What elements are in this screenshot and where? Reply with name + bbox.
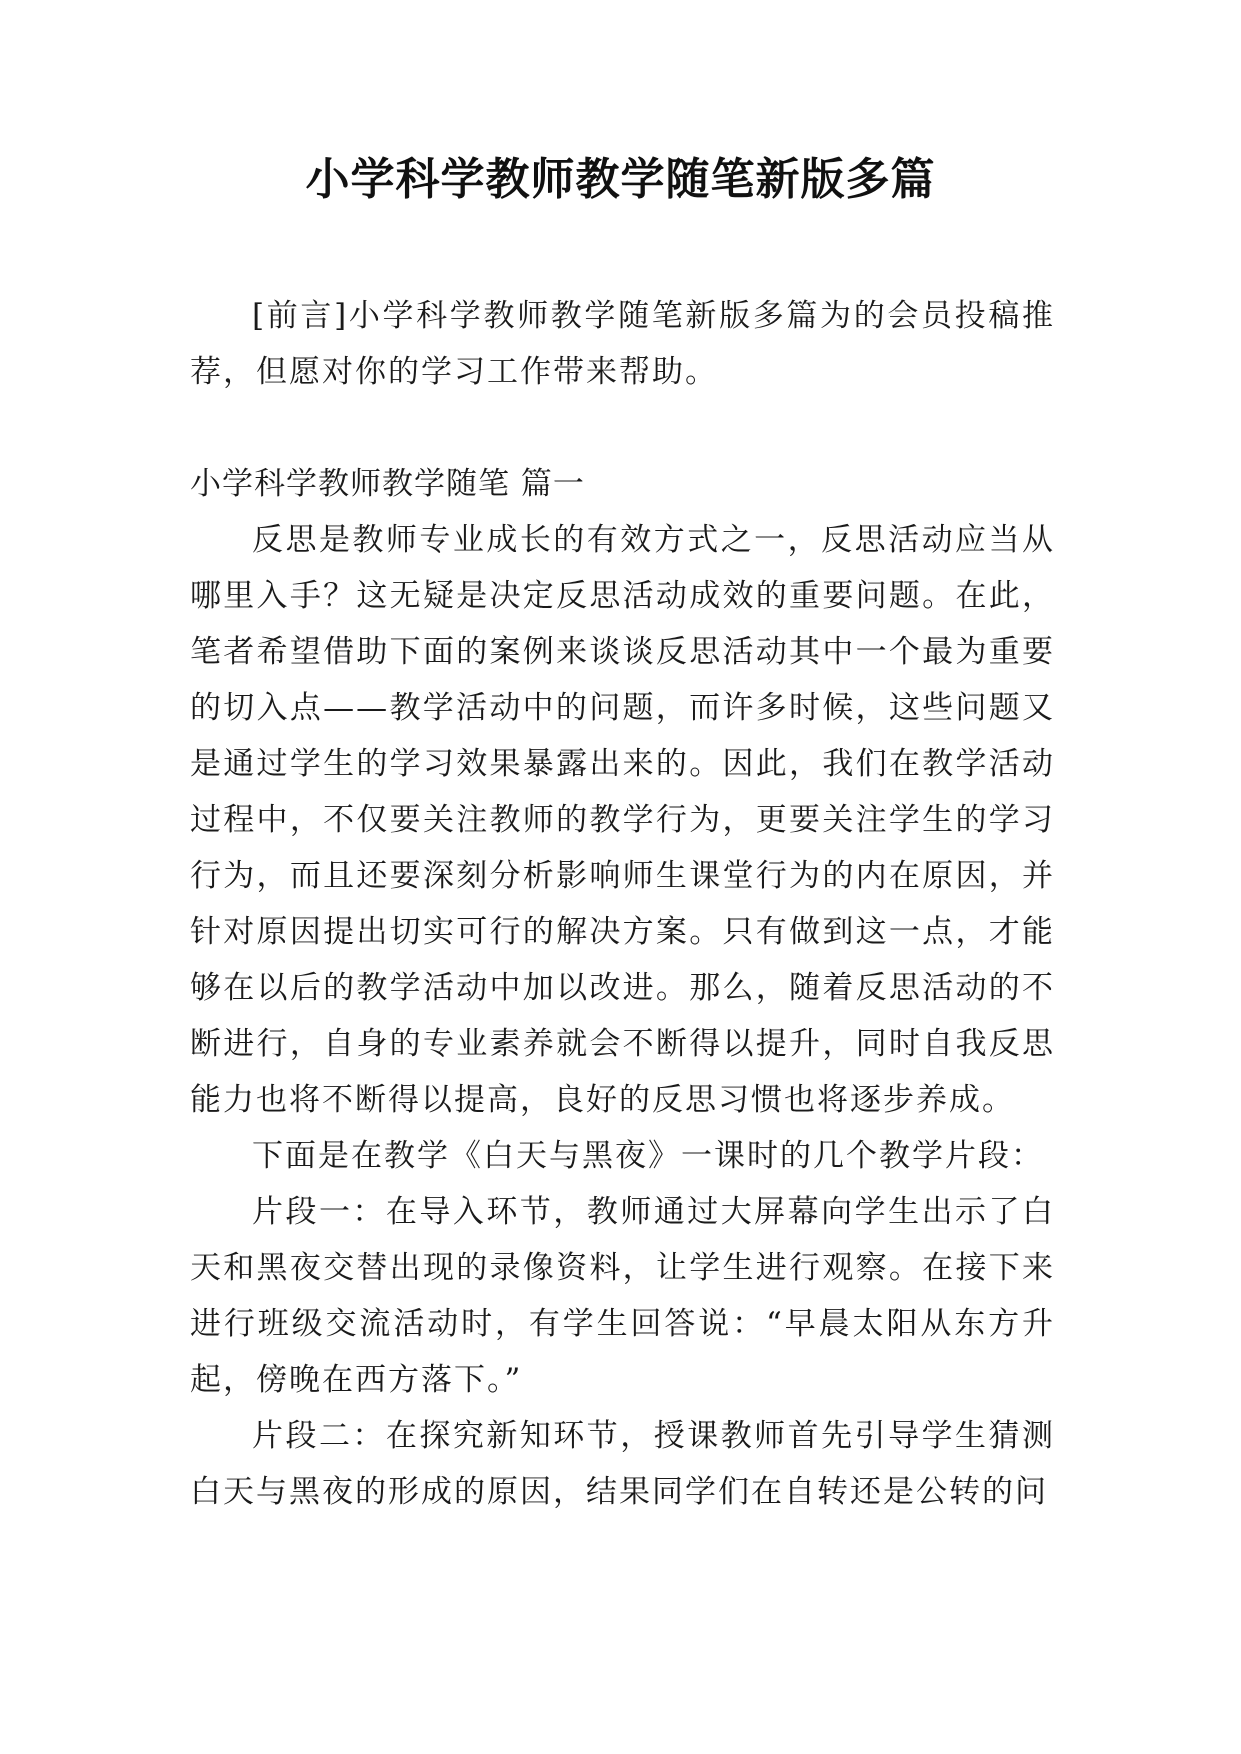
- document-title: 小学科学教师教学随笔新版多篇: [305, 154, 936, 205]
- section-heading: 小学科学教师教学随笔 篇一: [190, 466, 585, 502]
- document-body: [190, 288, 1055, 1520]
- body-paragraph-2: 下面是在教学《白天与黑夜》一课时的几个教学片段：: [252, 1138, 1044, 1174]
- body-paragraph-4: 片段二：在探究新知环节，授课教师首先引导学生猜测白天与黑夜的形成的原因，结果同学们在自转还是公转的问: [190, 1418, 1055, 1510]
- preface-paragraph: [前言]小学科学教师教学随笔新版多篇为的会员投稿推荐，但愿对你的学习工作带来帮助。: [190, 298, 1055, 390]
- body-paragraph-3: 片段一：在导入环节，教师通过大屏幕向学生出示了白天和黑夜交替出现的录像资料，让学生进行观察。在接下来进行班级交流活动时，有学生回答说：“早晨太阳从东方升起，傍晚在西方落下。”: [190, 1194, 1055, 1398]
- body-paragraph-1: 反思是教师专业成长的有效方式之一，反思活动应当从哪里入手？这无疑是决定反思活动成效的重要问题。在此，笔者希望借助下面的案例来谈谈反思活动其中一个最为重要的切入点——教学活动中的问题，而许多时候，这些问题又是通过学生的学习效果暴露出来的。因此，我们在教学活动过程中，不仅要关注教师的教学行为，更要关注学生的学习行为，而且还要深刻分析影响师生课堂行为的内在原因，并针对原因提出切实可行的解决方案。只有做到这一点，才能够在以后的教学活动中加以改进。那么，随着反思活动的不断进行，自身的专业素养就会不断得以提升，同时自我反思能力也将不断得以提高，良好的反思习惯也将逐步养成。: [190, 522, 1055, 1118]
- paragraph-spacer: [190, 400, 1055, 456]
